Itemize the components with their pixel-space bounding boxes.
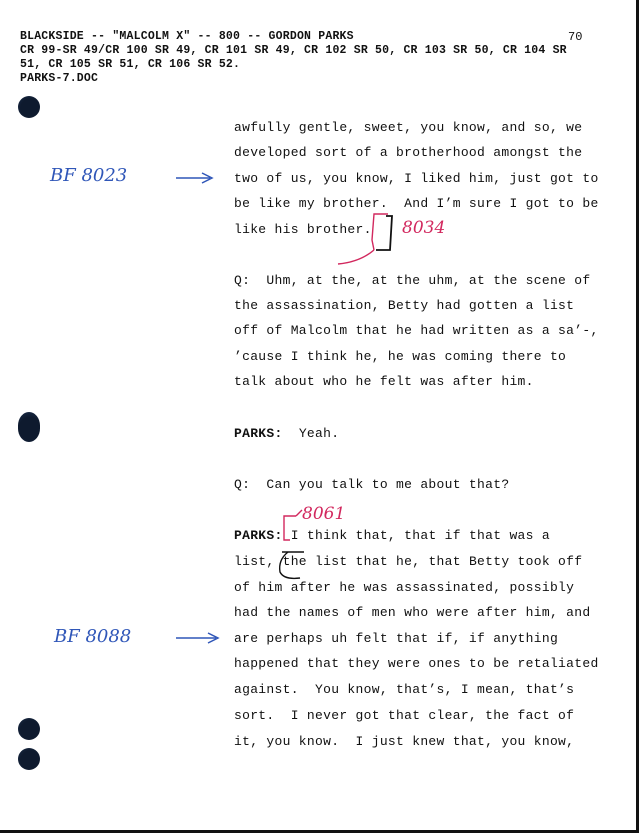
handwritten-timecode-note: 8061 — [302, 504, 346, 524]
answer-line: against. You know, that’s, I mean, that’s — [234, 682, 575, 697]
question-line: the assassination, Betty had gotten a list — [234, 298, 575, 313]
answer-line: sort. I never got that clear, the fact of — [234, 708, 575, 723]
handwritten-bf-note: BF 8088 — [54, 626, 132, 647]
answer-line: are perhaps uh felt that if, if anything — [234, 631, 559, 646]
answer-text: list, — [234, 554, 283, 569]
answer-text: I think that, that if that was a — [290, 528, 550, 543]
handwritten-bf-note: BF 8023 — [50, 165, 128, 186]
answer-text: list that he, that Betty took off — [306, 554, 583, 569]
answer-line: happened that they were ones to be retaliated — [234, 656, 599, 671]
header-reels-line-2: 51, CR 105 SR 51, CR 106 SR 52. — [20, 58, 241, 71]
transcript-line: like his brother. — [234, 222, 372, 237]
question-line: off of Malcolm that he had written as a sa’-, — [234, 323, 599, 338]
header-title: BLACKSIDE -- "MALCOLM X" -- 800 -- GORDON PARKS — [20, 30, 354, 43]
page-number: 70 — [568, 30, 583, 44]
bracket-mark — [338, 214, 388, 264]
answer-line: it, you know. I just knew that, you know, — [234, 734, 575, 749]
transcript-line: be like my brother. And I’m sure I got to be — [234, 196, 599, 211]
speaker-label: PARKS: — [234, 528, 283, 543]
bracket-mark — [284, 510, 302, 540]
answer-line: had the names of men who were after him, and — [234, 605, 591, 620]
transcript-line: developed sort of a brotherhood amongst the — [234, 145, 583, 160]
bracket-mark — [280, 552, 304, 578]
answer-line: of him after he was assassinated, possibly — [234, 580, 575, 595]
transcript-line: two of us, you know, I liked him, just got to — [234, 171, 599, 186]
question-line: talk about who he felt was after him. — [234, 374, 534, 389]
arrow-icon — [176, 173, 212, 183]
answer-text: Yeah. — [298, 426, 340, 441]
arrow-icon — [176, 633, 218, 643]
bracketed-word: the — [282, 554, 307, 569]
bracket-mark — [376, 216, 392, 250]
question-line: Q: Can you talk to me about that? — [234, 477, 510, 492]
question-line: ’cause I think he, he was coming there to — [234, 349, 567, 364]
speaker-label: PARKS: — [234, 426, 283, 441]
handwritten-timecode-note: 8034 — [402, 218, 446, 238]
question-line: Q: Uhm, at the, at the uhm, at the scene of — [234, 273, 591, 288]
header-reels-line-1: CR 99-SR 49/CR 100 SR 49, CR 101 SR 49, CR 102 SR 50, CR 103 SR 50, CR 104 SR — [20, 44, 567, 57]
transcript-line: awfully gentle, sweet, you know, and so, we — [234, 120, 583, 135]
header-filename: PARKS-7.DOC — [20, 72, 99, 85]
